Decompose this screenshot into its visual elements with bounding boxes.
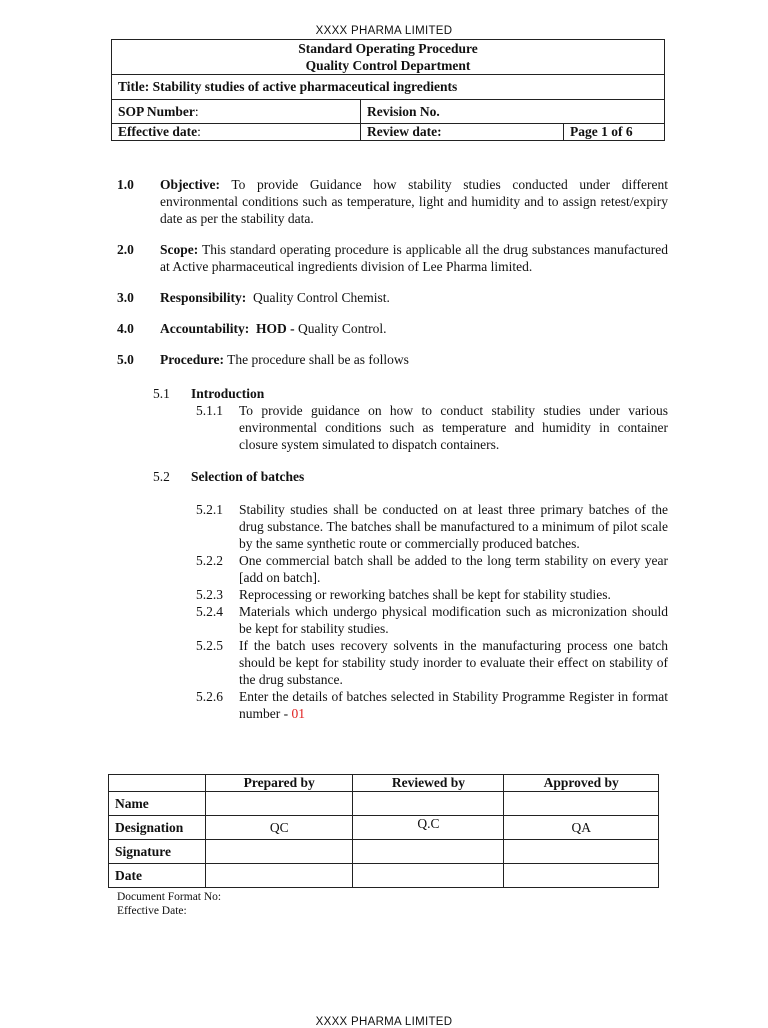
sop-number-value: : xyxy=(194,103,199,119)
section-label-hod: HOD - xyxy=(249,321,295,336)
section-label: Accountability: xyxy=(160,321,250,336)
col-reviewed-by: Reviewed by xyxy=(353,775,504,792)
section-text: This standard operating procedure is applicable all the drug substances manufactured at Active pharmaceutical ingredients division of Lee Pharma limited. xyxy=(160,242,668,274)
col-approved-by: Approved by xyxy=(504,775,659,792)
section-procedure xyxy=(117,351,668,368)
document-format-no: Document Format No: xyxy=(117,891,222,903)
title-label: Title xyxy=(118,79,145,94)
section-label: Responsibility: xyxy=(160,290,247,305)
section-objective xyxy=(117,176,668,227)
footer-effective-date: Effective Date: xyxy=(117,905,187,917)
effective-date-value: : xyxy=(197,124,201,139)
section-text: Quality Control Chemist. xyxy=(246,290,390,305)
list-item xyxy=(196,402,668,453)
section-label: Procedure: xyxy=(160,352,224,367)
section-number: 3.0 xyxy=(117,290,134,305)
row-designation-label: Designation xyxy=(109,816,206,840)
revision-cell xyxy=(361,100,665,124)
section-label: Objective: xyxy=(160,177,220,192)
revision-label: Revision No. xyxy=(367,103,440,119)
section-text: Quality Control. xyxy=(294,321,387,336)
prepared-signature-cell[interactable] xyxy=(206,840,353,864)
item-text: One commercial batch shall be added to the long term stability on every year [add on batch]. xyxy=(239,553,668,585)
list-item xyxy=(196,688,668,722)
subsection-title: Introduction xyxy=(191,386,265,401)
company-name-next-page: XXXX PHARMA LIMITED xyxy=(315,1016,453,1028)
item-number: 5.2.6 xyxy=(196,689,223,704)
subsection-number: 5.2 xyxy=(153,469,170,484)
list-item xyxy=(196,586,668,603)
sop-header-table xyxy=(111,39,665,141)
section-responsibility xyxy=(117,289,668,306)
item-number: 5.2.3 xyxy=(196,587,223,602)
signoff-table xyxy=(108,774,659,888)
title-cell xyxy=(112,75,665,100)
prepared-name-cell[interactable] xyxy=(206,792,353,816)
title-value: : Stability studies of active pharmaceutical ingredients xyxy=(144,79,458,94)
section-number: 4.0 xyxy=(117,321,134,336)
page-cell xyxy=(564,124,665,141)
item-text: Reprocessing or reworking batches shall be kept for stability studies. xyxy=(239,587,611,602)
list-item xyxy=(196,603,668,637)
item-number: 5.2.2 xyxy=(196,553,223,568)
item-text: Stability studies shall be conducted on at least three primary batches of the drug substance. The batches shall be manufactured to a minimum of pilot scale by the same synthetic route or commercially produced batches. xyxy=(239,502,668,551)
review-date-label: Review date: xyxy=(367,124,442,139)
item-text: If the batch uses recovery solvents in the manufacturing process one batch should be kept for stability study inorder to evaluate their effect on stability of the drug substance. xyxy=(239,638,668,687)
company-name: XXXX PHARMA LIMITED xyxy=(315,25,453,37)
document-footer xyxy=(117,890,221,918)
row-signature-label: Signature xyxy=(109,840,206,864)
section-scope xyxy=(117,241,668,275)
reviewed-name-cell[interactable] xyxy=(353,792,504,816)
approved-signature-cell[interactable] xyxy=(504,840,659,864)
prepared-designation: QC xyxy=(206,816,353,840)
item-text: To provide guidance on how to conduct stability studies under various environmental conditions such as temperature and humidity in container closure system simulated to dispatch containers. xyxy=(239,403,668,452)
page-number: Page 1 of 6 xyxy=(570,124,633,139)
subsection-number: 5.1 xyxy=(153,386,170,401)
row-date-label: Date xyxy=(109,864,206,888)
section-text: The procedure shall be as follows xyxy=(223,352,409,367)
prepared-date-cell[interactable] xyxy=(206,864,353,888)
approved-designation: QA xyxy=(504,816,659,840)
effective-date-label: Effective date xyxy=(118,124,198,139)
approved-name-cell[interactable] xyxy=(504,792,659,816)
batch-selection-list xyxy=(117,501,668,722)
reviewed-designation: Q.C xyxy=(353,816,504,840)
item-number: 5.2.4 xyxy=(196,604,223,619)
sop-body xyxy=(117,176,668,722)
section-number: 1.0 xyxy=(117,177,134,192)
sop-heading: Standard Operating Procedure xyxy=(298,41,478,56)
subsection-introduction xyxy=(153,385,668,402)
effective-date-cell xyxy=(112,124,361,141)
list-item xyxy=(196,552,668,586)
reviewed-date-cell[interactable] xyxy=(353,864,504,888)
subsection-selection-of-batches xyxy=(153,468,668,485)
section-text: To provide Guidance how stability studies conducted under different environmental conditions such as temperature, light and humidity and to assign retest/expiry date as per the stability data. xyxy=(160,177,668,226)
list-item xyxy=(196,501,668,552)
section-label: Scope: xyxy=(160,242,199,257)
review-date-cell xyxy=(361,124,564,141)
format-number-highlight: 01 xyxy=(291,706,305,721)
item-number: 5.1.1 xyxy=(196,403,223,418)
section-accountability xyxy=(117,320,668,337)
list-item xyxy=(196,637,668,688)
item-number: 5.2.1 xyxy=(196,502,223,517)
item-text: Enter the details of batches selected in Stability Programme Register in format number - xyxy=(239,689,668,721)
section-number: 2.0 xyxy=(117,242,134,257)
approved-date-cell[interactable] xyxy=(504,864,659,888)
col-prepared-by: Prepared by xyxy=(206,775,353,792)
signoff-corner-cell xyxy=(109,775,206,792)
subsection-title: Selection of batches xyxy=(191,469,305,484)
row-name-label: Name xyxy=(109,792,206,816)
sop-number-label: SOP Number xyxy=(118,103,195,119)
department-heading: Quality Control Department xyxy=(305,58,471,73)
sop-number-cell xyxy=(112,100,361,124)
sop-header-title-cell xyxy=(112,40,665,75)
reviewed-signature-cell[interactable] xyxy=(353,840,504,864)
item-number: 5.2.5 xyxy=(196,638,223,653)
section-number: 5.0 xyxy=(117,352,134,367)
item-text: Materials which undergo physical modification such as micronization should be kept for stability studies. xyxy=(239,604,668,636)
